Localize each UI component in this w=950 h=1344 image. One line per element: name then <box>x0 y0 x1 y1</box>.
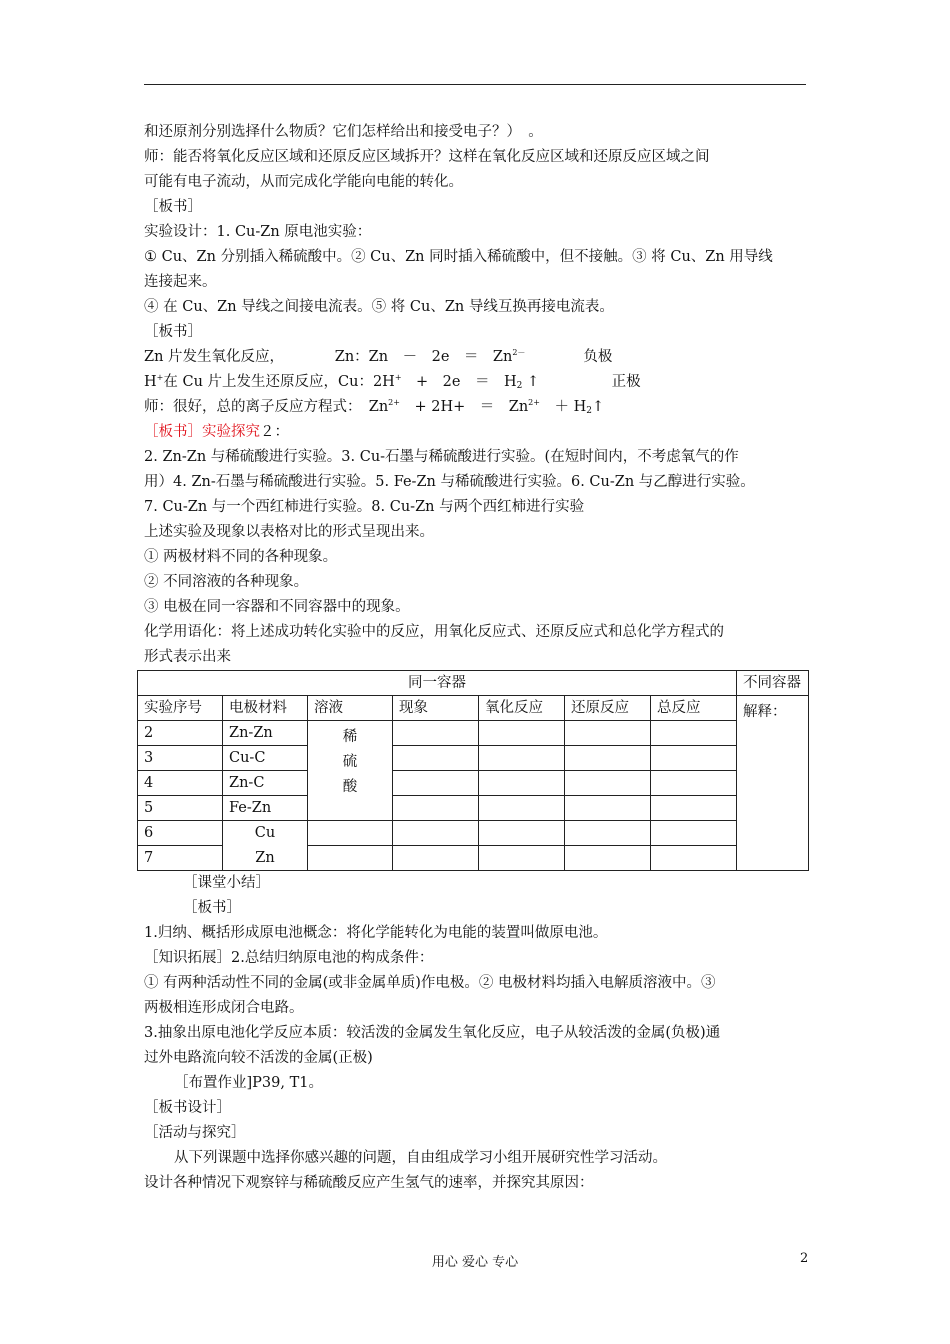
heading-number: ２： <box>260 424 289 440</box>
eq-text: 负极 <box>525 349 613 365</box>
col-header: 电极材料 <box>223 696 308 721</box>
solution-char: 稀 <box>342 729 358 745</box>
col-header: 溶液 <box>308 696 393 721</box>
group-header-diff-container: 不同容器 <box>737 671 809 696</box>
document-body <box>144 120 824 1196</box>
empty-cell <box>565 746 651 771</box>
solution-cell <box>308 721 393 821</box>
eq-text: ＋ H <box>539 399 587 415</box>
board-heading: ［板书］ <box>183 900 241 916</box>
electrode-material: Zn <box>223 846 308 871</box>
eq-superscript: + <box>394 373 402 382</box>
explanation-cell: 解释： <box>737 696 809 871</box>
empty-cell <box>651 796 737 821</box>
text-line: 1.归纳、概括形成原电池概念：将化学能转化为电能的装置叫做原电池。 <box>144 925 608 941</box>
col-header: 现象 <box>393 696 479 721</box>
col-header: 还原反应 <box>565 696 651 721</box>
reduction-equation <box>144 370 824 395</box>
eq-subscript: 2 <box>516 381 523 391</box>
empty-cell <box>479 796 565 821</box>
section-heading: ［板书设计］ <box>144 1100 231 1116</box>
red-heading-text: ［板书］实验探究 <box>144 424 260 440</box>
eq-superscript: 2+ <box>388 398 400 407</box>
empty-cell <box>565 771 651 796</box>
row-number: 3 <box>138 746 223 771</box>
text-line: 两极相连形成闭合电路。 <box>144 1000 304 1016</box>
col-header: 氧化反应 <box>479 696 565 721</box>
text-line: 化学用语化：将上述成功转化实验中的反应，用氧化反应式、还原反应式和总化学方程式的 <box>144 624 724 640</box>
table-row <box>138 846 809 871</box>
electrode-material: Cu <box>223 821 308 846</box>
electrode-material: Cu-C <box>223 746 308 771</box>
electrode-material: Fe-Zn <box>223 796 308 821</box>
empty-cell <box>308 821 393 846</box>
empty-cell <box>651 821 737 846</box>
board-heading: ［板书］ <box>144 199 202 215</box>
text-line: ［知识拓展］2.总结归纳原电池的构成条件： <box>144 950 434 966</box>
solution-char: 硫 <box>342 754 358 770</box>
col-header: 实验序号 <box>138 696 223 721</box>
text-line: 设计各种情况下观察锌与稀硫酸反应产生氢气的速率，并探究其原因： <box>144 1175 594 1191</box>
eq-superscript: 2－ <box>512 348 526 357</box>
text-line: ① 有两种活动性不同的金属(或非金属单质)作电极。② 电极材料均插入电解质溶液中。③ <box>144 975 716 991</box>
group-header-same-container: 同一容器 <box>138 671 737 696</box>
empty-cell <box>651 746 737 771</box>
empty-cell <box>565 721 651 746</box>
eq-text: + 2H+ ＝ Zn <box>399 399 529 415</box>
empty-cell <box>565 846 651 871</box>
text-line: 从下列课题中选择你感兴趣的问题，自由组成学习小组开展研究性学习活动。 <box>174 1150 667 1166</box>
experiment-table <box>137 670 809 871</box>
table-row <box>138 721 809 746</box>
table-row <box>138 821 809 846</box>
eq-subscript: 2 <box>586 406 592 416</box>
text-line: ④ 在 Cu、Zn 导线之间接电流表。⑤ 将 Cu、Zn 导线互换再接电流表。 <box>144 299 614 315</box>
text-line: ① 两极材料不同的各种现象。 <box>144 549 338 565</box>
text-line: 师：能否将氧化反应区域和还原反应区域拆开？这样在氧化反应区域和还原反应区域之间 <box>144 149 710 165</box>
electrode-material: Zn-C <box>223 771 308 796</box>
eq-text: ↑ 正极 <box>522 374 641 390</box>
text-line: 7. Cu-Zn 与一个西红柿进行实验。8. Cu-Zn 与两个西红柿进行实验 <box>144 499 585 515</box>
text-line: 上述实验及现象以表格对比的形式呈现出来。 <box>144 524 434 540</box>
eq-text: H <box>144 374 157 390</box>
board-heading-red <box>144 420 824 445</box>
empty-cell <box>308 846 393 871</box>
empty-cell <box>393 796 479 821</box>
empty-cell <box>393 721 479 746</box>
eq-superscript: + <box>156 373 164 382</box>
empty-cell <box>651 846 737 871</box>
page-number: 2 <box>800 1251 809 1266</box>
text-line: 过外电路流向较不活泼的金属(正极) <box>144 1050 373 1066</box>
empty-cell <box>393 846 479 871</box>
section-heading: ［活动与探究］ <box>144 1125 246 1141</box>
text-line: 实验设计：1. Cu-Zn 原电池实验： <box>144 224 372 240</box>
row-number: 2 <box>138 721 223 746</box>
col-header: 总反应 <box>651 696 737 721</box>
empty-cell <box>651 721 737 746</box>
table-row <box>138 796 809 821</box>
eq-text: ↑ <box>591 399 605 415</box>
eq-superscript: 2+ <box>528 398 540 407</box>
text-line: 3.抽象出原电池化学反应本质：较活泼的金属发生氧化反应，电子从较活泼的金属(负极)通 <box>144 1025 721 1041</box>
eq-text: + 2e ＝ H <box>401 374 517 390</box>
empty-cell <box>479 771 565 796</box>
text-line: 连接起来。 <box>144 274 217 290</box>
empty-cell <box>393 746 479 771</box>
electrode-material: Zn-Zn <box>223 721 308 746</box>
eq-text: 在 Cu 片上发生还原反应，Cu：2H <box>163 374 395 390</box>
text-line: ③ 电极在同一容器和不同容器中的现象。 <box>144 599 410 615</box>
row-number: 7 <box>138 846 223 871</box>
text-line: 用）4. Zn-石墨与稀硫酸进行实验。5. Fe-Zn 与稀硫酸进行实验。6. Cu-Zn 与乙醇进行实验。 <box>144 474 755 490</box>
text-line: ① Cu、Zn 分别插入稀硫酸中。② Cu、Zn 同时插入稀硫酸中，但不接触。③ 将 Cu、Zn 用导线 <box>144 249 773 265</box>
text-line: ② 不同溶液的各种现象。 <box>144 574 309 590</box>
empty-cell <box>479 721 565 746</box>
table-row <box>138 746 809 771</box>
empty-cell <box>393 821 479 846</box>
text-line: 2. Zn-Zn 与稀硫酸进行实验。3. Cu-石墨与稀硫酸进行实验。(在短时间内，不考虑氧气的作 <box>144 449 739 465</box>
board-heading: ［板书］ <box>144 324 202 340</box>
row-number: 5 <box>138 796 223 821</box>
section-heading: ［课堂小结］ <box>183 875 270 891</box>
empty-cell <box>565 796 651 821</box>
row-number: 6 <box>138 821 223 846</box>
empty-cell <box>479 821 565 846</box>
eq-text: Zn 片发生氧化反应， Zn：Zn － 2e ＝ Zn <box>144 349 513 365</box>
empty-cell <box>479 746 565 771</box>
oxidation-equation <box>144 345 824 370</box>
text-line: 可能有电子流动，从而完成化学能向电能的转化。 <box>144 174 463 190</box>
homework-line: ［布置作业]P39, T1。 <box>174 1075 323 1091</box>
empty-cell <box>393 771 479 796</box>
total-equation <box>144 395 824 420</box>
text-line: 形式表示出来 <box>144 649 231 665</box>
footer-text: 用心 爱心 专心 <box>431 1255 519 1270</box>
empty-cell <box>565 821 651 846</box>
table-row <box>138 771 809 796</box>
eq-text: 师：很好，总的离子反应方程式： Zn <box>144 399 389 415</box>
empty-cell <box>651 771 737 796</box>
row-number: 4 <box>138 771 223 796</box>
empty-cell <box>479 846 565 871</box>
solution-char: 酸 <box>342 779 358 795</box>
header-rule <box>144 84 806 85</box>
text-line: 和还原剂分别选择什么物质？它们怎样给出和接受电子？） 。 <box>144 124 543 140</box>
